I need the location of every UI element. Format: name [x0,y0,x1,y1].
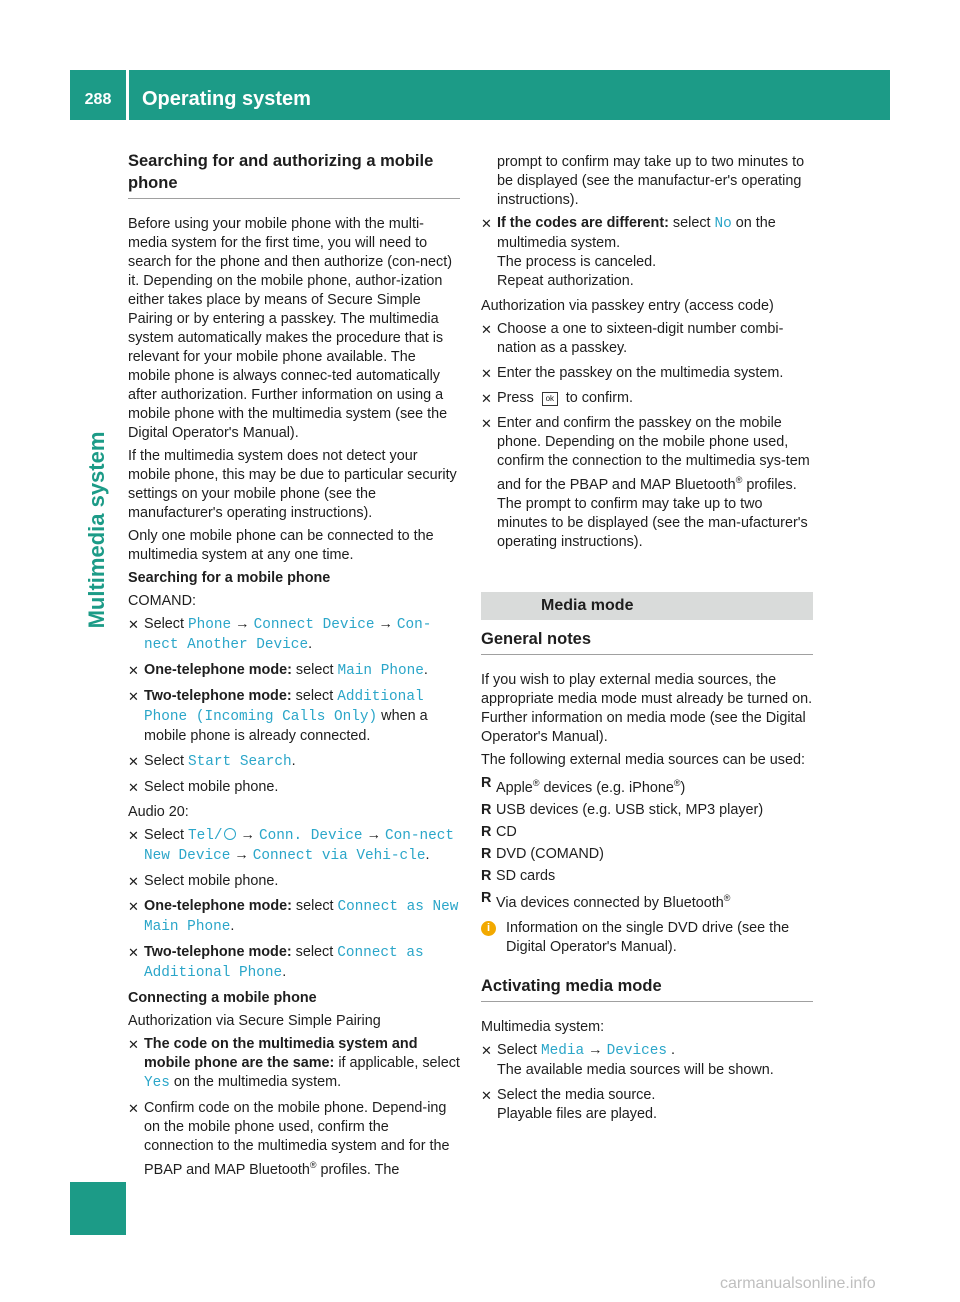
left-heading: Searching for and authorizing a mobile phone [128,150,460,199]
arrow-icon: ✕ [481,366,492,381]
general-notes-heading: General notes [481,628,813,655]
step: ✕ One-telephone mode: select Main Phone. [128,662,428,679]
page-number: 288 [84,91,112,108]
arrow-icon: ✕ [128,617,139,632]
step: ✕ One-telephone mode: select Connect as New Main Phone. [128,898,459,935]
arrow-icon: ✕ [128,663,139,678]
sidebar-tab [70,1182,126,1235]
section-title: Operating system [142,88,311,110]
ok-key-icon: ok [542,392,558,406]
label: COMAND: [128,593,196,609]
watermark: carmanualsonline.info [720,1275,876,1292]
list-item: R USB devices (e.g. USB stick, MP3 player) [481,802,764,818]
label: Authorization via passkey entry (access code) [481,298,774,314]
list-item: R DVD (COMAND) [481,846,604,862]
step: ✕ Select the media source. Playable files are played. [481,1087,657,1122]
arrow-icon: ✕ [128,689,139,704]
arrow-icon: ✕ [481,416,492,431]
media-mode-bar: Media mode [481,592,813,620]
arrow-icon: ✕ [128,1101,139,1116]
step: ✕ Press ok to confirm. [481,390,633,406]
step: ✕ Select Media → Devices . The available media sources will be shown. [481,1042,774,1078]
arrow-icon: ✕ [481,322,492,337]
activating-heading: Activating media mode [481,975,813,1002]
step: ✕ Select mobile phone. [128,779,279,795]
list-item: R Apple® devices (e.g. iPhone®) [481,775,686,796]
arrow-icon: ✕ [481,1043,492,1058]
paragraph: Only one mobile phone can be connected to the multimedia system at any one time. [128,528,434,563]
arrow-icon: ✕ [481,391,492,406]
arrow-icon: ✕ [481,1088,492,1103]
step: ✕ Enter and confirm the passkey on the mobile phone. Depending on the mobile phone used, confirm the connection to the multimedia sys-tem and for the PBAP and MAP Bluetooth® profiles. The prompt to confirm may take up to two minutes to be displayed (see the man-ufacturer's operating instructions). [481,415,810,550]
label: Audio 20: [128,804,189,820]
arrow-icon: ✕ [128,754,139,769]
list-item: R Via devices connected by Bluetooth® [481,890,731,911]
arrow-icon: ✕ [128,945,139,960]
arrow-icon: ✕ [128,899,139,914]
info-note: i Information on the single DVD drive (see the Digital Operator's Manual). [481,919,813,957]
continued-text: prompt to confirm may take up to two minutes to be displayed (see the manufactur-er's operating instructions). [497,154,805,208]
step: ✕ Select mobile phone. [128,873,279,889]
arrow-icon: ✕ [128,1037,139,1052]
arrow-icon: ✕ [128,780,139,795]
paragraph: The following external media sources can be used: [481,752,805,768]
step: ✕ If the codes are different: select No on the multimedia system. The process is canceled. Repeat authorization. [481,215,776,289]
step: ✕ The code on the multimedia system and mobile phone are the same: if applicable, select Yes on the multimedia system. [128,1036,460,1091]
subheading: Searching for a mobile phone [128,570,331,586]
step: ✕ Enter the passkey on the multimedia system. [481,365,784,381]
step: ✕ Select Start Search. [128,753,296,770]
right-column [481,153,813,1130]
arrow-icon: ✕ [128,874,139,889]
step: ✕ Confirm code on the mobile phone. Depend-ing on the mobile phone used, confirm the connection to the multimedia system and for the PBAP and MAP Bluetooth® profiles. The [128,1100,450,1178]
arrow-icon: ✕ [128,828,139,843]
step: ✕ Choose a one to sixteen-digit number combi-nation as a passkey. [481,321,784,356]
info-icon: i [481,921,496,936]
label: Multimedia system: [481,1019,605,1035]
step: ✕ Two-telephone mode: select Additional Phone (Incoming Calls Only) when a mobile phone is already connected. [128,688,428,744]
label: Authorization via Secure Simple Pairing [128,1013,381,1029]
subheading: Connecting a mobile phone [128,990,317,1006]
globe-icon [224,828,236,840]
header-divider [126,70,129,120]
left-column [128,150,460,1186]
list-item: R CD [481,824,517,840]
step: ✕ Select Tel/ → Conn. Device → Con-nect New Device → Connect via Vehi-cle. [128,827,455,864]
paragraph: If the multimedia system does not detect your mobile phone, this may be due to particular security settings on your mobile phone (see the manufacturer's operating instructions). [128,448,457,521]
step: ✕ Two-telephone mode: select Connect as Additional Phone. [128,944,424,981]
paragraph: If you wish to play external media sources, the appropriate media mode must already be turned on. Further information on media mode (see the Digital Operator's Manual). [481,672,813,745]
step: ✕ Select Phone → Connect Device → Con-nect Another Device. [128,616,432,653]
intro-paragraph: Before using your mobile phone with the multi-media system for the first time, you will need to search for the phone and then authorize (con-nect) it. Depending on the mobile phone, author-ization either takes place by means of Secure Simple Pairing or by entering a passkey. The multimedia system automatically makes the procedure that is relevant for your mobile phone available. The mobile phone is always connec-ted automatically after authorization. Further information on using a mobile phone with the multimedia system (see the Digital Operator's Manual). [128,216,452,441]
sidebar-label: Multimedia system [84,431,109,629]
arrow-icon: ✕ [481,216,492,231]
list-item: R SD cards [481,868,556,884]
